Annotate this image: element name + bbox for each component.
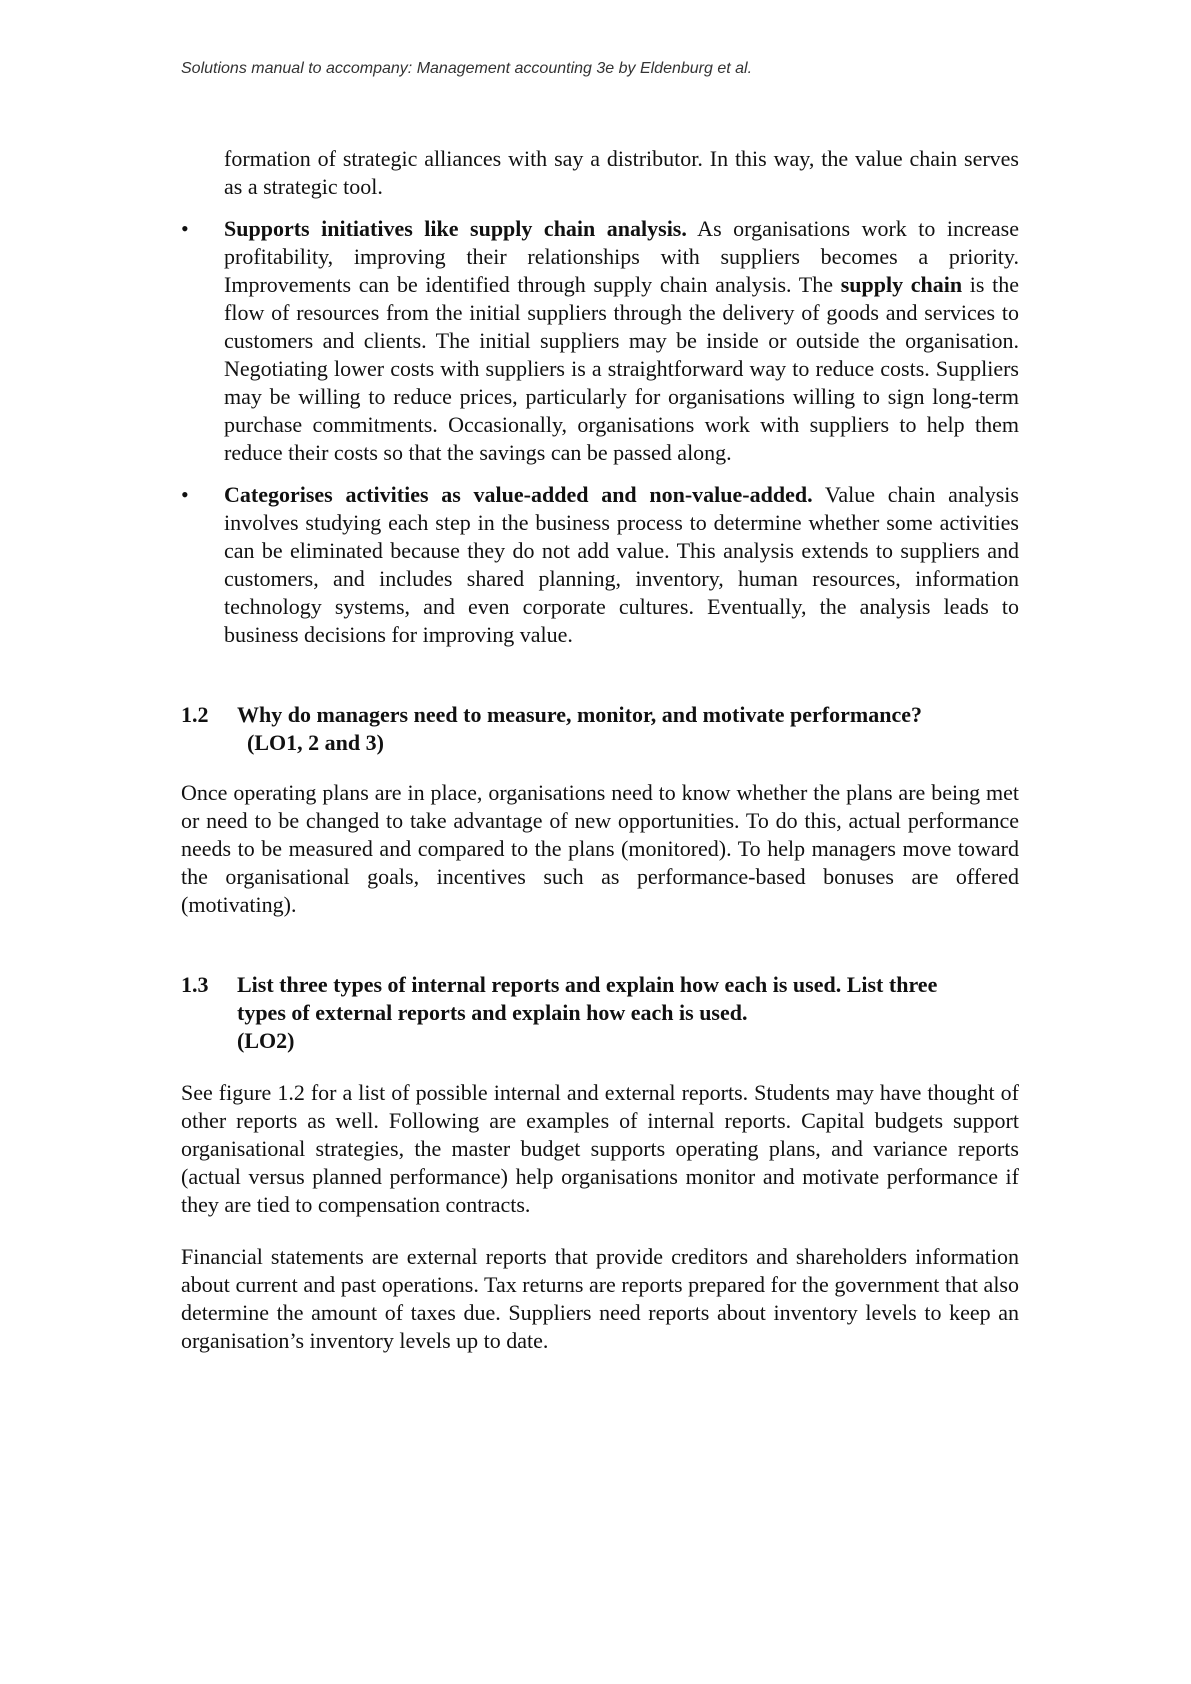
section-title: List three types of internal reports and explain how each is used. List three (237, 972, 938, 997)
bullet-item-value-added (181, 481, 1019, 649)
bullet-text: Value chain analysis involves studying each step in the business process to determine whether some activities can be eliminated because they do not add value. This analysis extends to suppliers and customers, and includes shared planning, inventory, human resources, information technology systems, and even corporate cultures. Eventually, the analysis leads to business decisions for improving value. (224, 482, 1019, 647)
bullet-item-supply-chain (181, 215, 1019, 467)
section-number: 1.2 (181, 702, 209, 727)
bullet-lead: Categorises activities as value-added and non-value-added. (224, 482, 813, 507)
section-learning-objectives: (LO2) (237, 1028, 295, 1053)
bullet-text-continued: is the flow of resources from the initial suppliers through the delivery of goods and services to customers and clients. The initial suppliers may be inside or outside the organisation. Negotiating lower costs with suppliers is a straightforward way to reduce costs. Suppliers may be willing to reduce prices, particularly for organisations willing to sign long-term purchase commitments. Occasionally, organisations work with suppliers to help them reduce their costs so that the savings can be passed along. (224, 272, 1019, 465)
bullet-lead: Supports initiatives like supply chain analysis. (224, 216, 687, 241)
page-body (181, 145, 1019, 1355)
section-paragraph: Financial statements are external reports that provide creditors and shareholders information about current and past operations. Tax returns are reports prepared for the government that also determine the amount of taxes due. Suppliers need reports about inventory levels to keep an organisation’s inventory levels up to date. (181, 1244, 1019, 1353)
section-title-continued: types of external reports and explain how each is used. (237, 1000, 748, 1025)
section-heading-1-2 (181, 701, 1019, 757)
bullet-text: As organisations work to increase profitability, improving their relationships with suppliers becomes a priority. Improvements can be identified through supply chain analysis. The (224, 216, 1019, 297)
bullet-marker: • (181, 482, 189, 507)
section-paragraph: Once operating plans are in place, organisations need to know whether the plans are being met or need to be changed to take advantage of new opportunities. To do this, actual performance needs to be measured and compared to the plans (monitored). To help managers move toward the organisational goals, incentives such as performance-based bonuses are offered (motivating). (181, 780, 1019, 917)
bullet-term: supply chain (840, 272, 963, 297)
section-heading-1-3 (181, 971, 1019, 1055)
continuation-paragraph: formation of strategic alliances with say a distributor. In this way, the value chain serves as a strategic tool. (224, 146, 1019, 199)
section-title: Why do managers need to measure, monitor, and motivate performance? (237, 702, 922, 727)
running-header: Solutions manual to accompany: Management accounting 3e by Eldenburg et al. (181, 60, 753, 77)
section-number: 1.3 (181, 972, 209, 997)
bullet-marker: • (181, 216, 189, 241)
section-paragraph: See figure 1.2 for a list of possible internal and external reports. Students may have thought of other reports as well. Following are examples of internal reports. Capital budgets support organisational strategies, the master budget supports operating plans, and variance reports (actual versus planned performance) help organisations monitor and motivate performance if they are tied to compensation contracts. (181, 1080, 1019, 1217)
section-learning-objectives: (LO1, 2 and 3) (247, 730, 384, 755)
